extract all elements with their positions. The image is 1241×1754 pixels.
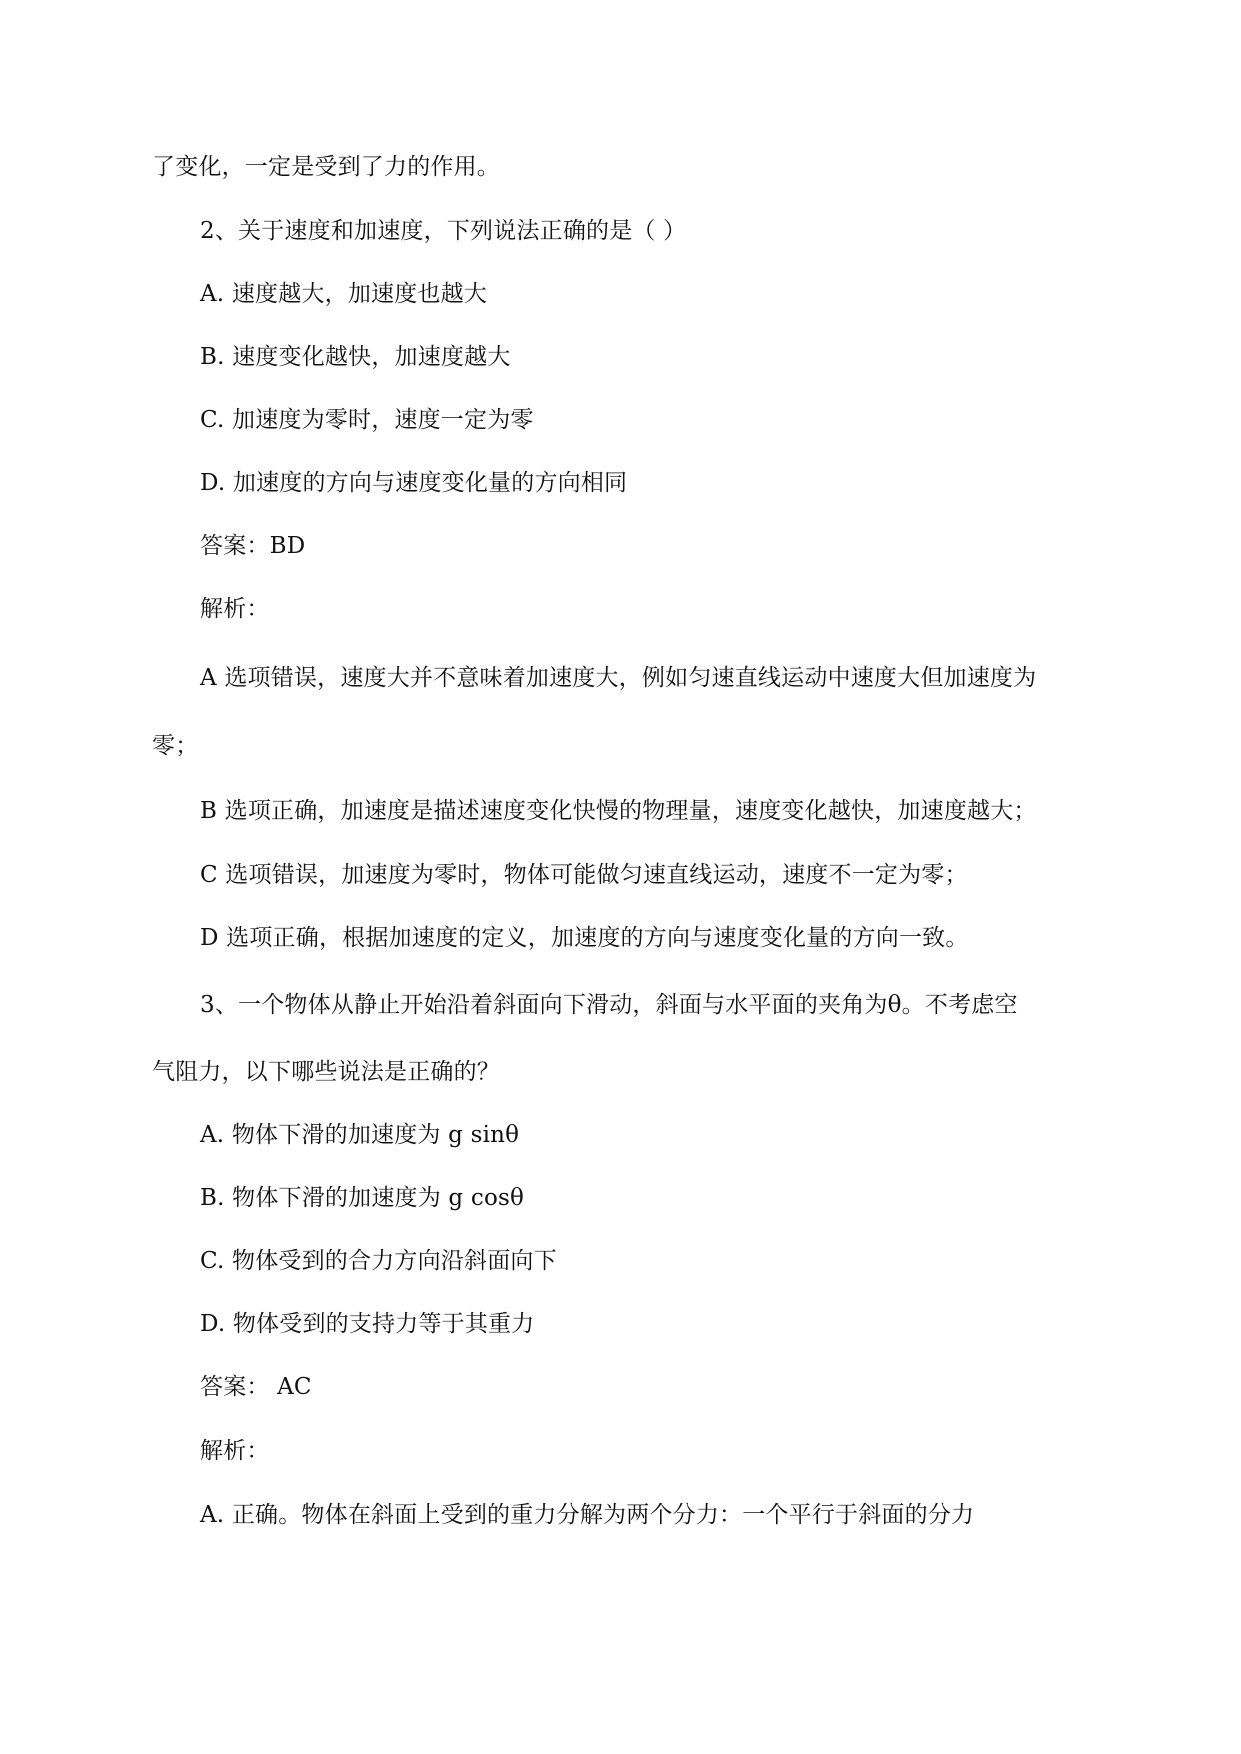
question-3-analysis-heading: 解析： (200, 1438, 270, 1464)
question-2-analysis-b: B 选项正确，加速度是描述速度变化快慢的物理量，速度变化越快，加速度越大； (200, 798, 1037, 824)
question-2-analysis-d: D 选项正确，根据加速度的定义，加速度的方向与速度变化量的方向一致。 (200, 925, 969, 951)
question-2-option-a: A. 速度越大，加速度也越大 (200, 281, 488, 307)
question-2-analysis-heading: 解析： (200, 596, 270, 622)
question-2-option-c: C. 加速度为零时，速度一定为零 (200, 407, 534, 433)
question-3-answer: 答案： AC (200, 1374, 312, 1400)
question-3-option-a: A. 物体下滑的加速度为 g sinθ (200, 1122, 520, 1148)
question-2-answer: 答案：BD (200, 533, 306, 559)
question-2-analysis-a-line-1: A 选项错误，速度大并不意味着加速度大，例如匀速直线运动中速度大但加速度为 (200, 665, 1037, 691)
question-3-option-d: D. 物体受到的支持力等于其重力 (200, 1311, 535, 1337)
question-2-option-b: B. 速度变化越快，加速度越大 (200, 344, 511, 370)
question-3-stem-line-2: 气阻力，以下哪些说法是正确的？ (152, 1059, 500, 1085)
question-2-analysis-a-line-2: 零； (152, 733, 199, 759)
question-2-stem: 2、关于速度和加速度，下列说法正确的是（ ） (200, 218, 687, 244)
question-3-analysis-a: A. 正确。物体在斜面上受到的重力分解为两个分力：一个平行于斜面的分力 (200, 1502, 975, 1528)
question-2-analysis-c: C 选项错误，加速度为零时，物体可能做匀速直线运动，速度不一定为零； (200, 862, 968, 888)
question-2-option-d: D. 加速度的方向与速度变化量的方向相同 (200, 470, 628, 496)
question-3-stem-line-1: 3、一个物体从静止开始沿着斜面向下滑动，斜面与水平面的夹角为θ。不考虑空 (200, 992, 1018, 1018)
text-line-continuation: 了变化，一定是受到了力的作用。 (152, 154, 500, 180)
question-3-option-b: B. 物体下滑的加速度为 g cosθ (200, 1185, 525, 1211)
question-3-option-c: C. 物体受到的合力方向沿斜面向下 (200, 1248, 557, 1274)
